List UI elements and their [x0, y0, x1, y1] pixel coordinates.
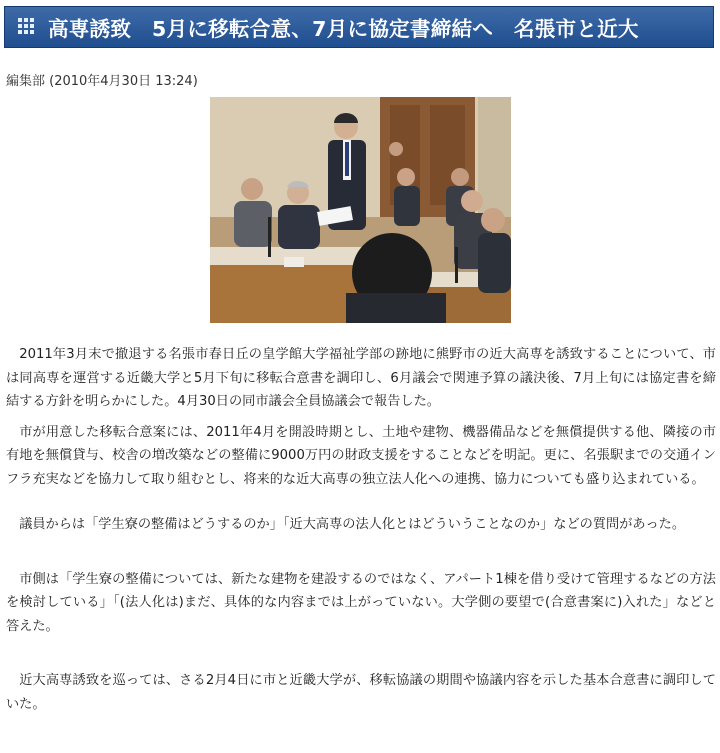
article-byline: 編集部 (2010年4月30日 13:24) [6, 74, 198, 89]
article-paragraph: 市側は「学生寮の整備については、新たな建物を建設するのではなく、アパート1棟を借り受けて管理するなどの方法を検討している」「(法人化は)まだ、具体的な内容までは上がっていない。大学側の要望で(合意書案に)入れた」などと答えた。 [6, 571, 716, 634]
article-title-bar [4, 6, 714, 48]
article-paragraph: 近大高専誘致を巡っては、さる2月4日に市と近畿大学が、移転協議の期間や協議内容を示した基本合意書に調印していた。 [6, 673, 716, 712]
article-body [6, 343, 716, 723]
article-paragraph: 2011年3月末で撤退する名張市春日丘の皇学館大学福祉学部の跡地に熊野市の近大高専を誘致することについて、市は同高専を運営する近畿大学と5月下旬に移転合意書を調印し、6月議会で関連予算の議決後、7月上旬には協定書を締結する方針を明らかにした。4月30日の同市議会全員協議会で報告した。 [6, 347, 716, 409]
article-title: 高専誘致 5月に移転合意、7月に協定書締結へ 名張市と近大 [48, 17, 639, 41]
meeting-photo-illustration [210, 97, 511, 323]
article-paragraph: 議員からは「学生寮の整備はどうするのか」「近大高専の法人化とはどういうことなのか」などの質問があった。 [19, 517, 686, 532]
article-paragraph: 市が用意した移転合意案には、2011年4月を開設時期とし、土地や建物、機器備品などを無償提供する他、隣接の市有地を無償貸与、校舎の増改築などの整備に9000万円の財政支援をすることなどを明記。更に、名張駅までの交通インフラ充実などを協力して取り組むとし、将来的な近大高専の独立法人化への連携、協力についても盛り込まれている。 [6, 424, 716, 487]
article-photo [210, 97, 511, 323]
grid-icon [18, 18, 36, 36]
